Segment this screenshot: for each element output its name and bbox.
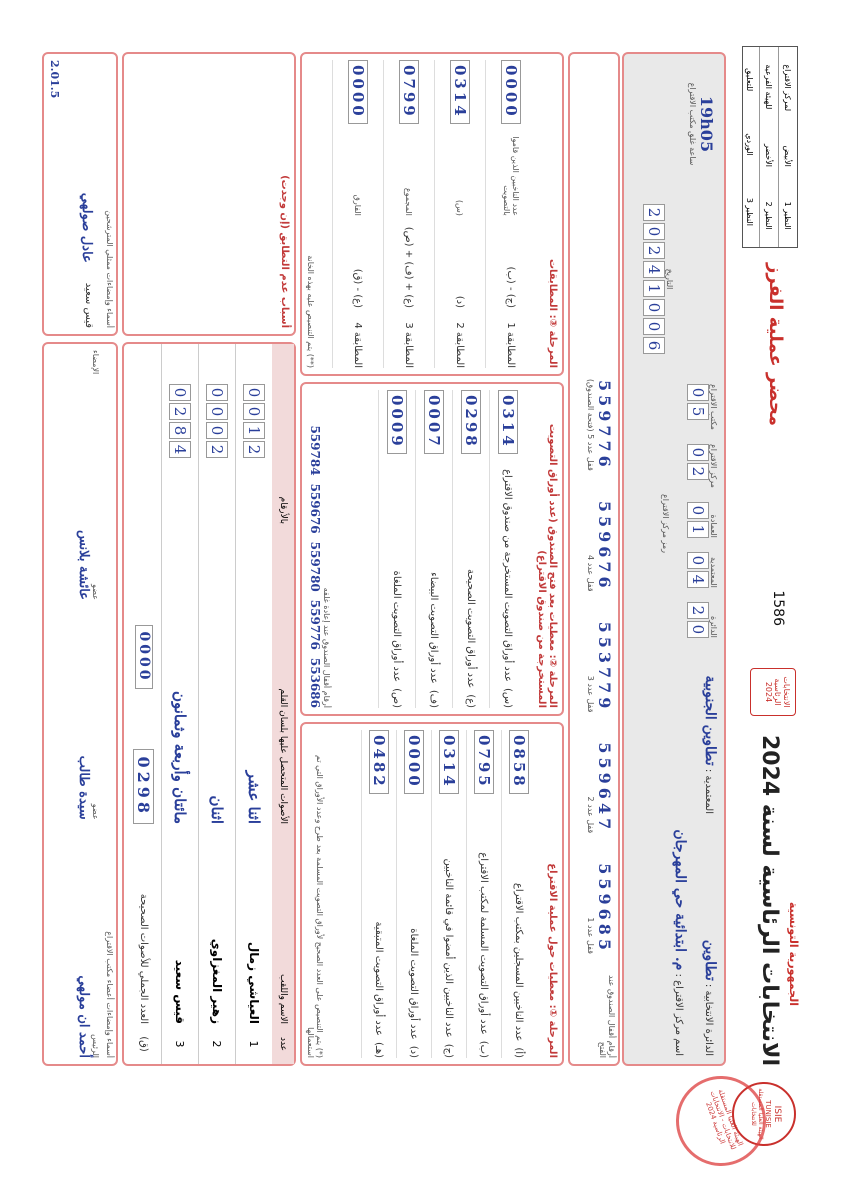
section2-rows [378, 390, 526, 708]
col-votes-digits-header: بالأرقام [278, 496, 288, 524]
row-value: 0795 [474, 730, 494, 794]
votes-digits [169, 384, 191, 524]
data-row [378, 390, 415, 708]
section3-title: المرحلة ③: المطابقات [547, 258, 558, 368]
candidate-name: العياشي زمال [247, 941, 261, 1024]
signatures-block [42, 342, 118, 1066]
data-row [466, 730, 501, 1058]
data-row [361, 730, 396, 1058]
code-label: الدائرة [709, 615, 718, 638]
digit-box: 0 [687, 384, 709, 401]
code-label: مركز الاقتراع [709, 443, 718, 488]
form-header [730, 46, 800, 1146]
digit-box: 2 [243, 441, 265, 458]
digit-box: 2 [643, 242, 665, 259]
row-label: عدد أوراق التصويت الصحيحة [465, 568, 477, 689]
representative-name: عادل صولهي [79, 192, 94, 263]
data-row [452, 390, 489, 708]
center-name-value: م. ابتدائية حي المهرجان [672, 829, 688, 971]
lock-value: 559784 [308, 425, 322, 476]
election-title: الانتخابات الرئاسية لسنة 2024 [757, 734, 782, 1066]
lock-value: 559780 [308, 541, 322, 592]
digit-box: 0 [687, 502, 709, 519]
lock-item [586, 501, 614, 592]
representative-item [79, 193, 94, 328]
logo-text: الهيئة العليا المستقلة للانتخابات [750, 1088, 764, 1140]
row-value: 0314 [439, 730, 459, 794]
closing-locks-block [308, 390, 331, 708]
digit-box: 2 [643, 204, 665, 221]
section-ballot-box [300, 382, 564, 716]
check-value: 0314 [450, 60, 470, 124]
digit-box: 4 [169, 441, 191, 458]
votes-digits [243, 384, 265, 524]
signature-role: عضو [91, 803, 100, 820]
constituency-value: تطاوين [702, 939, 718, 981]
signature-name: سيدة طالب [76, 755, 91, 820]
data-row [501, 730, 536, 1058]
section-voting-data [300, 722, 564, 1066]
lock-label: قفل عدد 2 [586, 796, 595, 834]
candidate-row [161, 344, 198, 1064]
section1-rows [361, 730, 536, 1058]
signature-name: أحمد ان مولهي [76, 975, 91, 1058]
digit-box: 0 [643, 318, 665, 335]
check-row [332, 60, 383, 368]
results-table [122, 342, 296, 1066]
section-checks [300, 52, 564, 376]
digit-box: 4 [643, 261, 665, 278]
data-row [396, 730, 431, 1058]
copy-cell: الوردي [745, 133, 755, 156]
lock-value: 553779 [595, 621, 614, 713]
signatures-list [76, 350, 100, 1058]
row-value: 0858 [509, 730, 529, 794]
code-box [687, 602, 718, 638]
opening-locks-block [568, 52, 620, 1066]
lock-label: قفل عدد 4 [586, 554, 595, 592]
check-formula: (ج) - (ب) [505, 266, 517, 308]
row-label: عدد أوراق التصويت المتبقية [373, 921, 385, 1036]
check-label: المطابقة 2 [454, 322, 466, 368]
signature-sign-label: الإمضاء [91, 350, 100, 375]
copy-row [741, 47, 759, 247]
col-votes-words-header: الأصوات المتحصل عليها بلسان القلم [278, 688, 288, 824]
row-code: (س) [502, 687, 514, 708]
objections-box [122, 52, 296, 336]
check-row [485, 60, 536, 368]
delegation-field [702, 676, 718, 814]
signature-role: الرئيس [91, 1034, 100, 1058]
col-num-header: عدد [278, 1036, 288, 1052]
tally-form [36, 36, 806, 1156]
lock-value: 559676 [595, 500, 614, 592]
closing-locks-label: أرقام أقفال الصندوق عند إعادة غلقه [322, 587, 331, 708]
copy-cell: لمركز الاقتراع [783, 64, 793, 112]
candidate-number: 1 [247, 1040, 261, 1048]
identification-block [622, 52, 726, 1066]
official-stamp: الهيئة العليا المستقلة للانتخابات - الانتخابات الرئاسية 2024 [663, 1063, 778, 1178]
row-code: (أ) [513, 1047, 525, 1058]
lock-value: 559647 [595, 742, 614, 834]
copy-cell: للتعليق [745, 68, 755, 92]
row-value: 0009 [387, 390, 407, 454]
copy-cell: النظير 3 [745, 197, 755, 226]
signature-name: عائشة بلانس [76, 529, 91, 600]
lock-value: 559776 [595, 380, 614, 471]
lock-label: قفل عدد 5 (فتحة الصندوق) [586, 378, 595, 471]
representative-candidate: قيس سعيد [83, 282, 94, 328]
section1-title: المرحلة ①: معطيات حول عملية الاقتراع [547, 863, 558, 1058]
delegation-label: المعتمدية : [703, 768, 714, 814]
row-code: (ع) [465, 694, 477, 708]
signature-item [76, 530, 100, 600]
lock-label: قفل عدد 1 [586, 917, 595, 954]
row-code: (هـ) [373, 1041, 385, 1058]
lock-item [586, 863, 614, 954]
constituency-label: الدائرة الانتخابية : [703, 983, 714, 1056]
candidate-row [198, 344, 235, 1064]
lock-label: قفل عدد 3 [586, 675, 595, 713]
results-rows [127, 344, 272, 1064]
row-value: 0007 [424, 390, 444, 454]
candidate-name: قيس سعيد [173, 959, 187, 1024]
check-result-label: عدد الناخبين الذين قاموا بالتصويت [502, 136, 520, 216]
votes-in-words: اثنا عشر [245, 770, 263, 824]
digit-box: 0 [643, 299, 665, 316]
candidate-row [235, 344, 272, 1064]
check-value: 0000 [501, 60, 521, 124]
code-label: المعتمدية [709, 556, 718, 588]
lock-value: 559676 [308, 483, 322, 534]
signature-role: عضو [91, 584, 100, 600]
total-code: (ق) [138, 1036, 150, 1052]
check-result-label: المجموع [404, 187, 414, 216]
check-formula: (د) [454, 295, 466, 308]
delegation-value: تطاوين الجنوبية [702, 675, 718, 766]
row-label: عدد أوراق التصويت الملغاة [408, 928, 420, 1040]
data-row [415, 390, 452, 708]
digit-box: 1 [243, 422, 265, 439]
section3-note: (**) يتم التنصيص عليه بهذه الخانة [306, 255, 315, 368]
signature-item [76, 975, 100, 1058]
check-label: المطابقة 1 [505, 322, 517, 368]
check-result-label: (س) [455, 199, 465, 216]
votes-in-words: اثنان [208, 795, 226, 824]
digit-box: 2 [206, 441, 228, 458]
col-candidate-header: الاسم واللقب [278, 974, 288, 1024]
digit-box: 0 [206, 403, 228, 420]
code-box [687, 444, 718, 488]
check-value: 0000 [348, 60, 368, 124]
digit-box: 5 [687, 403, 709, 420]
section1-note: (*) يتم التنصيص على العدد الصحيح لأوراق التصويت المسلمة بعد طرح وعدد الأوراق التي تم استعمالها [306, 755, 324, 1058]
logo-sub: TUNISIE [764, 1100, 772, 1128]
data-row [489, 390, 526, 708]
results-header [272, 344, 294, 1064]
lock-item [586, 742, 614, 833]
copy-cell: النظير 1 [783, 201, 793, 230]
data-row [431, 730, 466, 1058]
copy-distribution-table [742, 46, 798, 248]
opening-locks-label: أرقام أقفال الصندوق عند الفتح [598, 975, 616, 1058]
objections-title: أسباب عدم التطابق (إن وجدت) [279, 175, 290, 328]
closing-locks-list [308, 390, 322, 708]
code-box [687, 552, 718, 588]
row-code: (ف) [428, 689, 440, 708]
form-title: محضر عملية الفرز [765, 262, 786, 426]
lock-value: 559776 [308, 599, 322, 650]
copy-cell: للهيئة الفرعية [764, 64, 774, 110]
candidate-number: 2 [210, 1040, 224, 1048]
date-field [643, 204, 674, 354]
row-value: 0314 [498, 390, 518, 454]
signatures-title: أسماء وإمضاءات أعضاء مكتب الاقتراع [105, 931, 114, 1058]
total-row [127, 344, 161, 1064]
row-code: (ج) [443, 1043, 455, 1058]
check-row [383, 60, 434, 368]
row-code: (د) [408, 1045, 420, 1058]
row-value: 0000 [404, 730, 424, 794]
candidate-number: 3 [173, 1040, 187, 1048]
signature-item [76, 756, 100, 820]
center-name-field [672, 829, 688, 1056]
row-code: (ص) [391, 688, 403, 708]
check-value: 0799 [399, 60, 419, 124]
copy-cell: الأبيض [783, 145, 793, 167]
digit-box: 6 [643, 337, 665, 354]
codes-group [687, 384, 718, 638]
copy-row [778, 47, 797, 247]
row-code: (ب) [478, 1040, 490, 1058]
date-label: التاريخ [665, 268, 674, 290]
digit-box: 0 [206, 384, 228, 401]
check-result-label: الفارق [353, 194, 363, 216]
copy-row [759, 47, 778, 247]
check-label: المطابقة 3 [403, 322, 415, 368]
lock-item [586, 379, 614, 471]
row-label: عدد أوراق التصويت البيضاء [428, 572, 440, 684]
votes-digits [206, 384, 228, 524]
closing-time-value: 19h05 [697, 95, 716, 153]
lock-value: 553686 [308, 657, 322, 708]
digit-box: 2 [169, 403, 191, 420]
digit-box: 2 [687, 602, 709, 619]
code-box [687, 384, 718, 430]
constituency-field [702, 940, 718, 1056]
code-box [687, 502, 718, 538]
digit-box: 2 [687, 463, 709, 480]
check-row [434, 60, 485, 368]
closing-time-field [688, 64, 716, 184]
check-formula: (ع) + (ف) + (ص) [403, 226, 415, 308]
representatives-block [42, 52, 118, 336]
digit-box: 8 [169, 422, 191, 439]
page-number: 1586 [770, 590, 786, 626]
candidate-name: زهير المغزاوي [210, 938, 224, 1024]
digit-box: 0 [643, 223, 665, 240]
election-badge: الانتخابات الرئاسية 2024 [750, 668, 796, 716]
digit-box: 0 [687, 444, 709, 461]
lock-item [586, 622, 614, 713]
republic-title: الجمهورية التونسية [787, 901, 800, 1006]
digit-box: 1 [643, 280, 665, 297]
row-value: 0298 [461, 390, 481, 454]
lock-value: 559685 [595, 863, 614, 954]
digit-box: 4 [687, 571, 709, 588]
code-label: العمادة [709, 514, 718, 538]
digit-box: 0 [243, 384, 265, 401]
logo-brand: ISIE [772, 1105, 782, 1123]
digit-box: 0 [169, 384, 191, 401]
digit-box: 0 [243, 403, 265, 420]
code-label: مكتب الاقتراع [709, 384, 718, 430]
closing-time-label: ساعة غلق مكتب الاقتراع [688, 82, 697, 166]
difference-value: 0000 [135, 625, 153, 690]
digit-box: 0 [687, 621, 709, 638]
votes-in-words: مائتان وأربعة وثمانون [171, 690, 189, 824]
copy-cell: النظير 2 [764, 201, 774, 230]
center-name-label: اسم مركز الاقتراع : [673, 973, 684, 1056]
total-label: العدد الجملي للأصوات الصحيحة [138, 893, 150, 1024]
page-reference: 2.01.5 [48, 60, 61, 99]
section2-title: المرحلة ②: معطيات بعد فتح الصندوق (عدد أوراق التصويت المستخرجة من صندوق الاقتراع) [536, 423, 558, 708]
row-label: عدد أوراق التصويت المستخرجة من صندوق الاقتراع [502, 469, 514, 682]
center-code-label: رمز مركز الاقتراع [661, 494, 670, 554]
total-value: 0298 [134, 749, 155, 824]
representatives-title: أسماء وإمضاءات ممثلي المترشحين [105, 210, 114, 328]
digit-box: 1 [687, 521, 709, 538]
row-label: عدد الناخبين المسجلين بمكتب الاقتراع [513, 882, 525, 1042]
digit-box: 0 [687, 552, 709, 569]
row-label: عدد أوراق التصويت المسلمة لمكتب الاقتراع [478, 852, 490, 1035]
row-value: 0482 [369, 730, 389, 794]
opening-locks-list [586, 379, 614, 954]
digit-box: 0 [206, 422, 228, 439]
check-label: المطابقة 4 [352, 322, 364, 368]
copy-cell: الأخضر [764, 143, 774, 168]
row-label: عدد الناخبين الذين أمضوا في قائمة الناخبين [443, 858, 455, 1038]
row-label: عدد أوراق التصويت الملغاة [391, 570, 403, 683]
checks-list [332, 60, 536, 368]
check-formula: (ع) - (ق) [352, 268, 364, 308]
